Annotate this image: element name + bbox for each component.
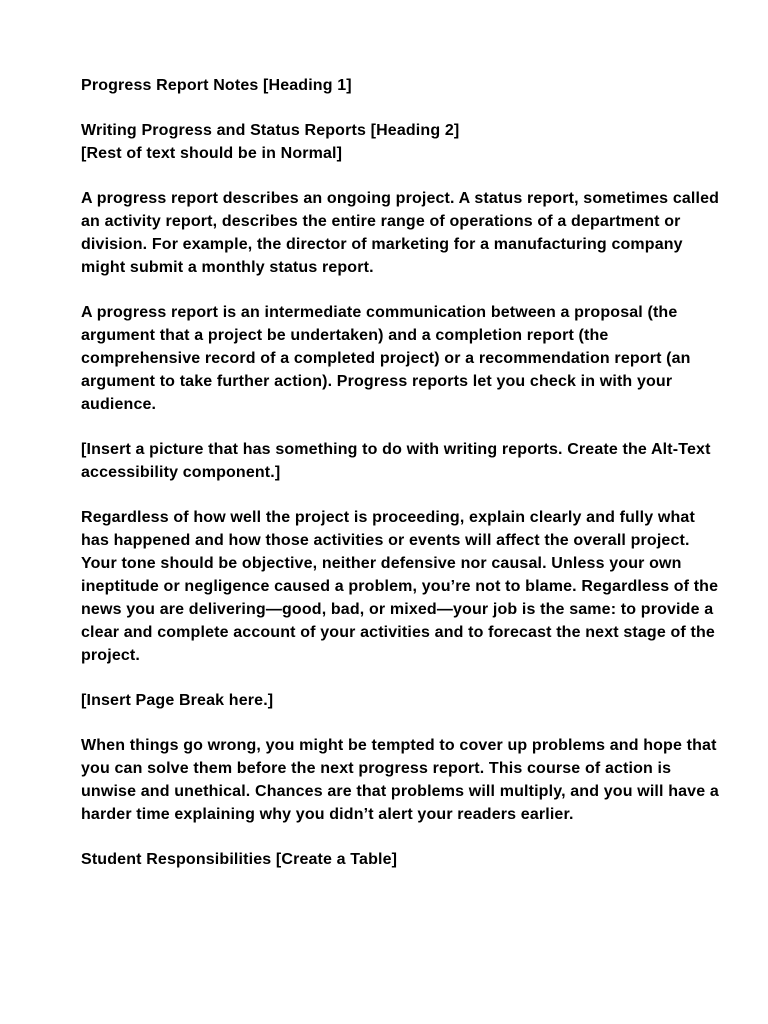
heading-1: Progress Report Notes [Heading 1] [81,77,352,94]
normal-style-note: [Rest of text should be in Normal] [81,145,343,162]
heading-2: Writing Progress and Status Reports [Heading 2] [81,122,460,139]
paragraph-intermediate-communication: A progress report is an intermediate communication between a proposal (the argument that a project be undertaken) and a completion report (the comprehensive record of a completed project) or a recommendation report (an argument to take further action). Progress reports let you check in with your audience. [81,304,691,413]
paragraph-progress-report: A progress report describes an ongoing project. A status report, sometimes called an activity report, describes the entire range of operations of a department or division. For example, the director of marketing for a manufacturing company might submit a monthly status report. [81,190,720,276]
student-responsibilities-heading: Student Responsibilities [Create a Table] [81,851,398,868]
document-body [81,74,721,893]
paragraph-project-proceeding: Regardless of how well the project is proceeding, explain clearly and fully what has happened and how those activities or events will affect the overall project. Your tone should be objective, neither defensive nor causal. Unless your own ineptitude or negligence caused a problem, you’re not to blame. Regardless of the news you are delivering—good, bad, or mixed—your job is the same: to provide a clear and complete account of your activities and to forecast the next stage of the project. [81,509,719,664]
insert-picture-note: [Insert a picture that has something to do with writing reports. Create the Alt-Text accessibility component.] [81,441,711,481]
paragraph-things-go-wrong: When things go wrong, you might be tempted to cover up problems and hope that you can solve them before the next progress report. This course of action is unwise and unethical. Chances are that problems will multiply, and you will have a harder time explaining why you didn’t alert your readers earlier. [81,737,719,823]
page-break-note: [Insert Page Break here.] [81,692,274,709]
